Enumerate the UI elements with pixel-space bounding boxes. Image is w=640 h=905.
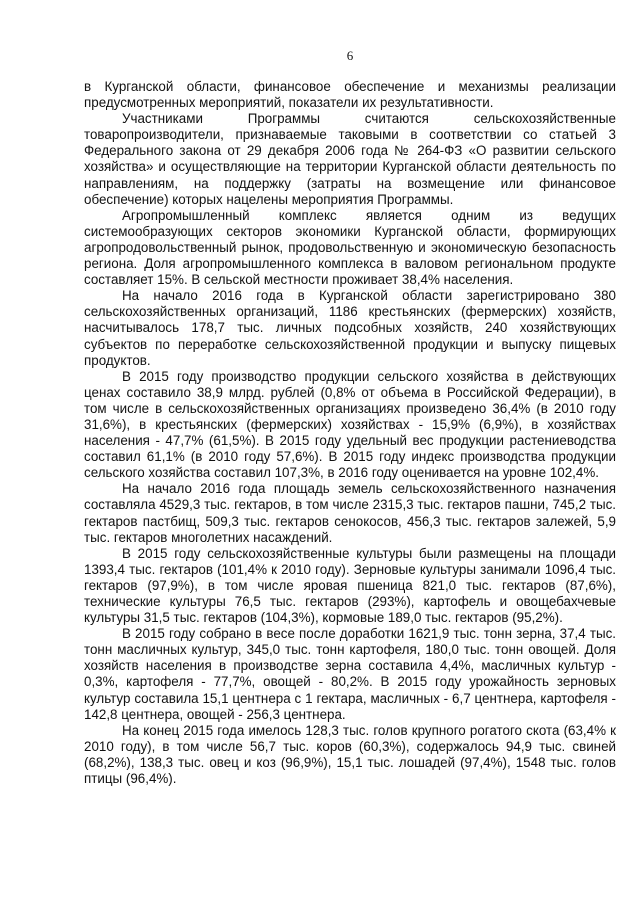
paragraph-livestock: На конец 2015 года имелось 128,3 тыс. голов крупного рогатого скота (63,4% к 2010 году), в том числе 56,7 тыс. коров (60,3%), содержалось 94,9 тыс. свиней (68,2%), 138,3 тыс. овец и коз (96,9%), 15,1 тыс. лошадей (97,4%), 1548 тыс. голов птицы (96,4%). — [84, 722, 616, 787]
paragraph-agro-complex: Агропромышленный комплекс является одним из ведущих системообразующих секторов экономики Курганской области, формирующих агропродовольственный рынок, продовольственную и экономическую безопасность региона. Доля агропромышленного комплекса в валовом региональном продукте составляет 15%. В сельской местности проживает 38,4% населения. — [84, 207, 616, 288]
paragraph-registered-entities: На начало 2016 года в Курганской области зарегистрировано 380 сельскохозяйственных организаций, 1186 крестьянских (фермерских) хозяйств, насчитывалось 178,7 тыс. личных подсобных хозяйств, 240 хозяйствующих субъектов по переработке сельскохозяйственной продукции и выпуску пищевых продуктов. — [84, 288, 616, 368]
paragraph-harvest: В 2015 году собрано в весе после доработки 1621,9 тыс. тонн зерна, 37,4 тыс. тонн масличных культур, 345,0 тыс. тонн картофеля, 180,0 тыс. тонн овощей. Доля хозяйств населения в производстве зерна составила 4,4%, масличных культур - 0,3%, картофеля - 77,7%, овощей - 80,2%. В 2015 году урожайность зерновых культур составила 15,1 центнера с 1 гектара, масличных - 6,7 центнера, картофеля - 142,8 центнера, овощей - 256,3 центнера. — [84, 626, 616, 722]
paragraph-crop-area: В 2015 году сельскохозяйственные культуры были размещены на площади 1393,4 тыс. гектаров (101,4% к 2010 году). Зерновые культуры занимали 1096,4 тыс. гектаров (97,9%), в том числе яровая пшеница 821,0 тыс. гектаров (87,6%), технические культуры 76,5 тыс. гектаров (293%), картофель и овощебахчевые культуры 31,5 тыс. гектаров (104,3%), кормовые 189,0 тыс. гектаров (95,2%). — [84, 545, 616, 626]
paragraph-land-area: На начало 2016 года площадь земель сельскохозяйственного назначения составляла 4529,3 тыс. гектаров, в том числе 2315,3 тыс. гектаров пашни, 745,2 тыс. гектаров пастбищ, 509,3 тыс. гектаров сенокосов, 456,3 тыс. гектаров залежей, 5,9 тыс. гектаров многолетних насаждений. — [84, 481, 616, 545]
page-number: 6 — [346, 48, 354, 63]
paragraph-continuation: в Курганской области, финансовое обеспечение и механизмы реализации предусмотренных мероприятий, показатели их результативности. — [84, 79, 616, 111]
paragraph-production-2015: В 2015 году производство продукции сельского хозяйства в действующих ценах составило 38,9 млрд. рублей (0,8% от объема в Российской Федерации), в том числе в сельскохозяйственных организациях произведено 36,4% (в 2010 году 31,6%), в крестьянских (фермерских) хозяйствах - 15,9% (6,9%), в хозяйствах населения - 47,7% (61,5%). В 2015 году удельный вес продукции растениеводства составил 61,1% (в 2010 году 57,6%). В 2015 году индекс производства продукции сельского хозяйства составил 107,3%, в 2016 году оценивается на уровне 102,4%. — [84, 368, 616, 481]
document-body — [84, 79, 616, 787]
paragraph-program-participants: Участниками Программы считаются сельскохозяйственные товаропроизводители, признаваемые таковыми в соответствии со статьей 3 Федерального закона от 29 декабря 2006 года № 264-ФЗ «О развитии сельского хозяйства» и осуществляющие на территории Курганской области деятельность по направлениям, на поддержку (затраты на возмещение или финансовое обеспечение) которых нацелены мероприятия Программы. — [84, 111, 616, 207]
